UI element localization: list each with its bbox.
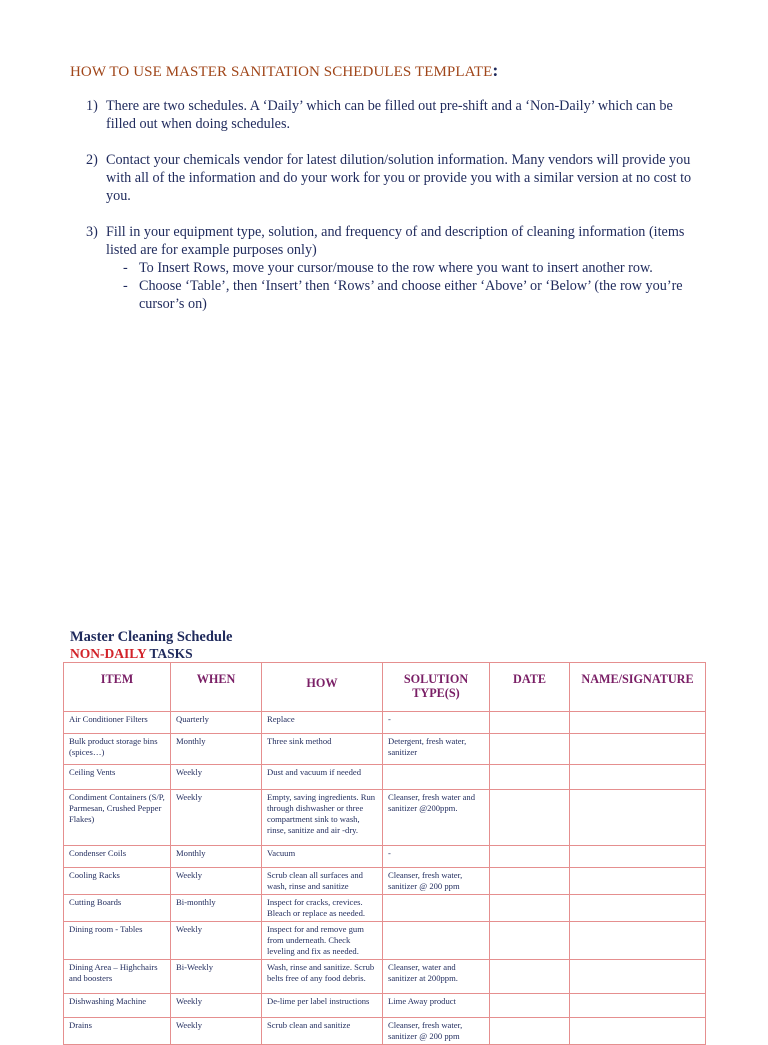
cell-how: Empty, saving ingredients. Run through dishwasher or three compartment sink to wash, rinse, sanitize and air -dry. — [262, 790, 383, 846]
cell-date[interactable] — [490, 868, 570, 895]
step-text: Contact your chemicals vendor for latest dilution/solution information. Many vendors will provide you with all of the information and do your work for you or provide you with a similar version at no cost to you. — [106, 152, 692, 204]
cell-signature[interactable] — [570, 734, 706, 765]
instruction-step-1 — [86, 97, 706, 133]
cell-solution: Detergent, fresh water, sanitizer — [383, 734, 490, 765]
dash-bullet: - — [123, 260, 128, 276]
cell-item: Dishwashing Machine — [64, 994, 171, 1018]
table-row — [64, 960, 706, 994]
cell-item: Cutting Boards — [64, 895, 171, 922]
cell-item: Condiment Containers (S/P, Parmesan, Crushed Pepper Flakes) — [64, 790, 171, 846]
cell-when: Bi-monthly — [171, 895, 262, 922]
cell-when: Weekly — [171, 922, 262, 960]
cell-signature[interactable] — [570, 765, 706, 790]
cell-signature[interactable] — [570, 868, 706, 895]
cell-when: Quarterly — [171, 712, 262, 734]
cell-signature[interactable] — [570, 994, 706, 1018]
cell-item: Dining Area – Highchairs and boosters — [64, 960, 171, 994]
table-row — [64, 765, 706, 790]
table-row — [64, 868, 706, 895]
cell-date[interactable] — [490, 895, 570, 922]
cell-how: Replace — [262, 712, 383, 734]
column-header-date: DATE — [490, 663, 570, 712]
cell-item: Cooling Racks — [64, 868, 171, 895]
cell-how: Scrub clean all surfaces and wash, rinse and sanitize — [262, 868, 383, 895]
cell-date[interactable] — [490, 1018, 570, 1045]
table-row — [64, 790, 706, 846]
cell-solution: Cleanser, fresh water, sanitizer @ 200 ppm — [383, 1018, 490, 1045]
instructions-list — [86, 97, 706, 331]
dash-bullet: - — [123, 278, 128, 294]
cell-solution: - — [383, 846, 490, 868]
cell-item: Drains — [64, 1018, 171, 1045]
cell-when: Monthly — [171, 734, 262, 765]
heading-colon: : — [492, 60, 499, 80]
step-number: 3) — [86, 224, 98, 240]
table-row — [64, 712, 706, 734]
step-text: There are two schedules. A ‘Daily’ which can be filled out pre-shift and a ‘Non-Daily’ which can be filled out when doing schedules. — [106, 98, 673, 132]
cell-date[interactable] — [490, 922, 570, 960]
cell-when: Weekly — [171, 790, 262, 846]
cell-date[interactable] — [490, 734, 570, 765]
cell-how: Vacuum — [262, 846, 383, 868]
subitem-text: Choose ‘Table’, then ‘Insert’ then ‘Rows’ and choose either ‘Above’ or ‘Below’ (the row you’re cursor’s on) — [139, 278, 683, 312]
column-header-solution: SOLUTION TYPE(S) — [383, 663, 490, 712]
cell-solution — [383, 895, 490, 922]
cell-signature[interactable] — [570, 712, 706, 734]
tasks-label: TASKS — [146, 646, 193, 661]
column-header-signature: NAME/SIGNATURE — [570, 663, 706, 712]
table-row — [64, 734, 706, 765]
table-row — [64, 846, 706, 868]
cell-signature[interactable] — [570, 960, 706, 994]
cell-date[interactable] — [490, 790, 570, 846]
table-header-row — [64, 663, 706, 712]
heading-text: HOW TO USE MASTER SANITATION SCHEDULES TEMPLATE — [70, 64, 493, 80]
instructions-heading — [70, 60, 499, 81]
cell-item: Bulk product storage bins (spices…) — [64, 734, 171, 765]
cell-how: Inspect for cracks, crevices. Bleach or replace as needed. — [262, 895, 383, 922]
non-daily-label: NON-DAILY — [70, 646, 147, 661]
instruction-step-2 — [86, 151, 706, 205]
cell-date[interactable] — [490, 712, 570, 734]
cell-signature[interactable] — [570, 846, 706, 868]
cell-when: Weekly — [171, 994, 262, 1018]
instruction-step-3 — [86, 223, 706, 313]
step-number: 1) — [86, 98, 98, 114]
cell-solution: Cleanser, fresh water and sanitizer @200ppm. — [383, 790, 490, 846]
cell-when: Weekly — [171, 765, 262, 790]
cell-when: Bi-Weekly — [171, 960, 262, 994]
schedule-subtitle — [70, 646, 193, 662]
cell-how: Inspect for and remove gum from underneath. Check leveling and fix as needed. — [262, 922, 383, 960]
cell-item: Air Conditioner Filters — [64, 712, 171, 734]
cell-how: Three sink method — [262, 734, 383, 765]
cell-signature[interactable] — [570, 895, 706, 922]
column-header-when: WHEN — [171, 663, 262, 712]
step-number: 2) — [86, 152, 98, 168]
cell-how: Scrub clean and sanitize — [262, 1018, 383, 1045]
table-row — [64, 895, 706, 922]
schedule-title: Master Cleaning Schedule — [70, 629, 233, 645]
subitem-text: To Insert Rows, move your cursor/mouse to the row where you want to insert another row. — [139, 260, 653, 276]
column-header-how: HOW — [262, 663, 383, 712]
cell-date[interactable] — [490, 994, 570, 1018]
cell-when: Weekly — [171, 868, 262, 895]
cell-item: Ceiling Vents — [64, 765, 171, 790]
cleaning-schedule-table — [63, 662, 706, 1045]
cell-solution: - — [383, 712, 490, 734]
cell-signature[interactable] — [570, 790, 706, 846]
cell-date[interactable] — [490, 846, 570, 868]
cell-date[interactable] — [490, 960, 570, 994]
cell-solution — [383, 922, 490, 960]
cell-how: Dust and vacuum if needed — [262, 765, 383, 790]
cell-solution: Cleanser, water and sanitizer at 200ppm. — [383, 960, 490, 994]
cell-solution: Lime Away product — [383, 994, 490, 1018]
table-row — [64, 1018, 706, 1045]
table-row — [64, 922, 706, 960]
cell-how: Wash, rinse and sanitize. Scrub belts free of any food debris. — [262, 960, 383, 994]
cell-item: Condenser Coils — [64, 846, 171, 868]
table-row — [64, 994, 706, 1018]
cell-signature[interactable] — [570, 1018, 706, 1045]
cell-when: Monthly — [171, 846, 262, 868]
column-header-item: ITEM — [64, 663, 171, 712]
cell-solution — [383, 765, 490, 790]
instruction-subitem-1 — [106, 259, 706, 277]
instruction-subitem-2 — [106, 277, 706, 313]
cell-when: Weekly — [171, 1018, 262, 1045]
cell-how: De-lime per label instructions — [262, 994, 383, 1018]
step-text: Fill in your equipment type, solution, and frequency of and description of cleaning information (items listed are for example purposes only) — [106, 224, 685, 258]
cell-signature[interactable] — [570, 922, 706, 960]
cell-date[interactable] — [490, 765, 570, 790]
cell-item: Dining room - Tables — [64, 922, 171, 960]
cell-solution: Cleanser, fresh water, sanitizer @ 200 ppm — [383, 868, 490, 895]
